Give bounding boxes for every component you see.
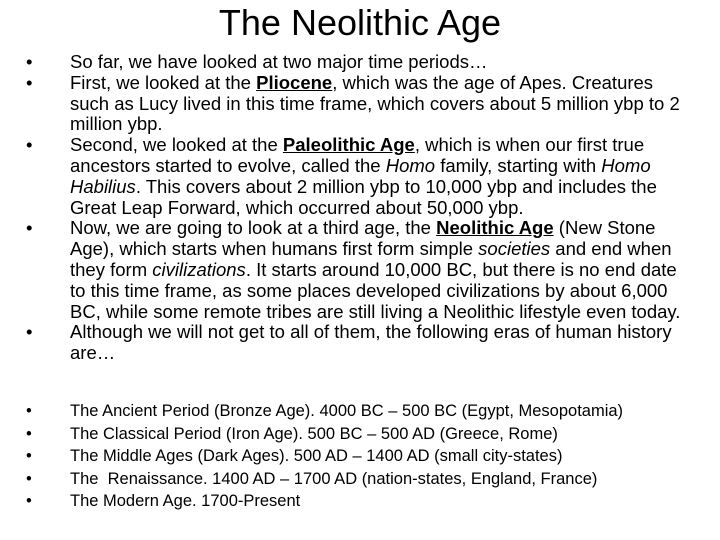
- era-text: The Modern Age. 1700-Present: [70, 492, 301, 511]
- term-societies: societies: [478, 238, 551, 260]
- bullet-dot: •: [26, 134, 33, 156]
- era-text: The Renaissance. 1400 AD – 1700 AD (nation-states, England, France): [70, 469, 598, 488]
- bullet-text: Now, we are going to look at a third age, the: [70, 217, 437, 239]
- term-homo: Homo: [385, 154, 436, 176]
- bullet-item-intro: [0, 52, 720, 73]
- bullet-item-eras-intro: [0, 322, 720, 364]
- bullet-text: Although we will not get to all of them, the following eras of human history are…: [70, 321, 672, 364]
- era-item-modern: [0, 490, 720, 513]
- bullet-text: Second, we looked at the: [70, 134, 283, 156]
- bullet-text: . It starts around 10,000 BC, but there is no end date to this time frame, as some places developed civilizations by about 6,000 BC, while some remote tribes are still living a Neolithic lifestyle even today.: [70, 258, 681, 322]
- bullet-dot: •: [26, 321, 33, 343]
- bullet-text: . This covers about 2 million ybp to 10,000 ybp and includes the Great Leap Forward, which occurred about 50,000 ybp.: [70, 175, 657, 218]
- bullet-dot: •: [26, 71, 33, 93]
- bullet-item-paleolithic: [0, 135, 720, 218]
- eras-list: [0, 400, 720, 513]
- era-text: The Classical Period (Iron Age). 500 BC – 500 AD (Greece, Rome): [70, 424, 558, 443]
- bullet-dot: •: [26, 469, 32, 488]
- bullet-text: (New Stone Age), which starts when humans first form simple: [70, 217, 656, 260]
- era-text: The Middle Ages (Dark Ages). 500 AD – 1400 AD (small city-states): [70, 447, 563, 466]
- bullet-dot: •: [26, 424, 32, 443]
- era-item-middle-ages: [0, 445, 720, 468]
- slide-title: The Neolithic Age: [218, 2, 502, 43]
- term-homo-habilius: Homo Habilius: [70, 154, 651, 197]
- term-civilizations: civilizations: [152, 258, 246, 280]
- bullet-dot: •: [26, 402, 32, 420]
- bullet-text: family, starting with: [435, 154, 602, 176]
- bullet-item-pliocene: [0, 73, 720, 135]
- main-bullet-list: [0, 52, 720, 364]
- term-paleolithic-age: Paleolithic Age: [282, 134, 415, 156]
- era-item-classical: [0, 423, 720, 446]
- bullet-text: , which is when our first true ancestors started to evolve, called the: [70, 134, 645, 176]
- bullet-text: So far, we have looked at two major time periods…: [70, 51, 488, 72]
- bullet-item-neolithic: [0, 218, 720, 322]
- bullet-dot: •: [26, 51, 33, 72]
- bullet-dot: •: [26, 447, 32, 466]
- bullet-dot: •: [26, 492, 32, 511]
- bullet-text: First, we looked at the: [70, 71, 257, 93]
- bullet-dot: •: [26, 217, 33, 239]
- era-item-renaissance: [0, 468, 720, 491]
- term-neolithic-age: Neolithic Age: [436, 217, 554, 239]
- era-item-ancient: [0, 400, 720, 423]
- term-pliocene: Pliocene: [256, 71, 333, 93]
- bullet-text: , which was the age of Apes. Creatures such as Lucy lived in this time frame, which covers about 5 million ybp to 2 million ybp.: [70, 71, 680, 135]
- bullet-text: and end when they form: [70, 238, 672, 280]
- era-text: The Ancient Period (Bronze Age). 4000 BC – 500 BC (Egypt, Mesopotamia): [70, 402, 624, 420]
